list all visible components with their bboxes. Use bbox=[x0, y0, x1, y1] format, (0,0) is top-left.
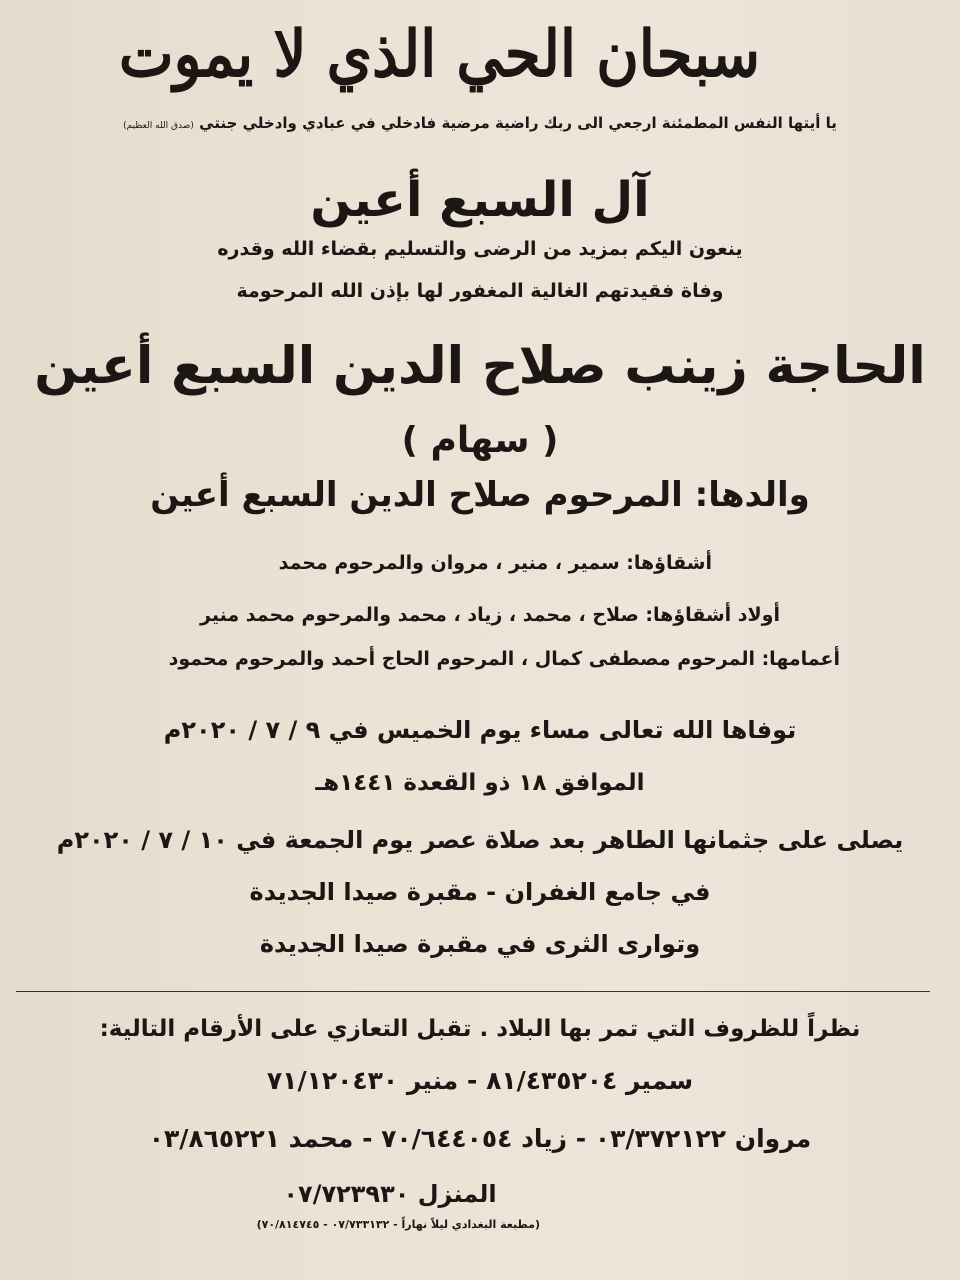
verse-text: يا أيتها النفس المطمئنة ارجعي الى ربك راضية مرضية فادخلي في عبادي وادخلي جنتي bbox=[199, 114, 837, 132]
nephews-line: أولاد أشقاؤها: صلاح ، محمد ، زياد ، محمد والمرحوم محمد منير bbox=[200, 604, 780, 626]
phone-numbers-line-1: سمير ٨١/٤٣٥٢٠٤ - منير ٧١/١٢٠٤٣٠ bbox=[266, 1066, 694, 1095]
siblings-line: أشقاؤها: سمير ، منير ، مروان والمرحوم محمد bbox=[278, 552, 712, 574]
death-date-line: توفاها الله تعالى مساء يوم الخميس في ٩ / ٧ / ٢٠٢٠م bbox=[163, 716, 797, 744]
calligraphy-header: سبحان الحي الذي لا يموت bbox=[118, 16, 760, 92]
deceased-father: والدها: المرحوم صلاح الدين السبع أعين bbox=[150, 475, 810, 515]
printer-credit: (مطبعة البغدادي ليلاً نهاراً - ٠٧/٧٣٣١٣٢ - ٧٠/٨١٤٧٤٥) bbox=[256, 1218, 540, 1231]
family-name: آل السبع أعين bbox=[310, 172, 650, 228]
verse-attribution: (صدق الله العظيم) bbox=[123, 121, 194, 131]
intro-line-2: وفاة فقيدتهم الغالية المغفور لها بإذن الله المرحومة bbox=[236, 280, 724, 302]
phone-numbers-line-2: مروان ٠٣/٣٧٢١٢٢ - زياد ٧٠/٦٤٤٠٥٤ - محمد ٠٣/٨٦٥٢٢١ bbox=[148, 1124, 812, 1153]
condolences-intro: نظراً للظروف التي تمر بها البلاد . تقبل التعازي على الأرقام التالية: bbox=[99, 1016, 861, 1042]
deceased-name: الحاجة زينب صلاح الدين السبع أعين bbox=[34, 337, 926, 396]
mosque-line: في جامع الغفران - مقبرة صيدا الجديدة bbox=[249, 878, 711, 906]
intro-line-1: ينعون اليكم بمزيد من الرضى والتسليم بقضاء الله وقدره bbox=[217, 238, 743, 260]
hijri-date-line: الموافق ١٨ ذو القعدة ١٤٤١هـ bbox=[315, 770, 645, 796]
burial-line: وتوارى الثرى في مقبرة صيدا الجديدة bbox=[259, 930, 701, 958]
uncles-line: أعمامها: المرحوم مصطفى كمال ، المرحوم الحاج أحمد والمرحوم محمود bbox=[168, 648, 840, 670]
divider bbox=[16, 991, 930, 992]
quran-verse bbox=[40, 114, 920, 132]
deceased-nickname: ( سهام ) bbox=[401, 420, 559, 461]
home-phone-line: المنزل ٠٧/٧٢٣٩٣٠ bbox=[283, 1180, 497, 1208]
funeral-prayer-line: يصلى على جثمانها الطاهر بعد صلاة عصر يوم الجمعة في ١٠ / ٧ / ٢٠٢٠م bbox=[56, 826, 904, 854]
